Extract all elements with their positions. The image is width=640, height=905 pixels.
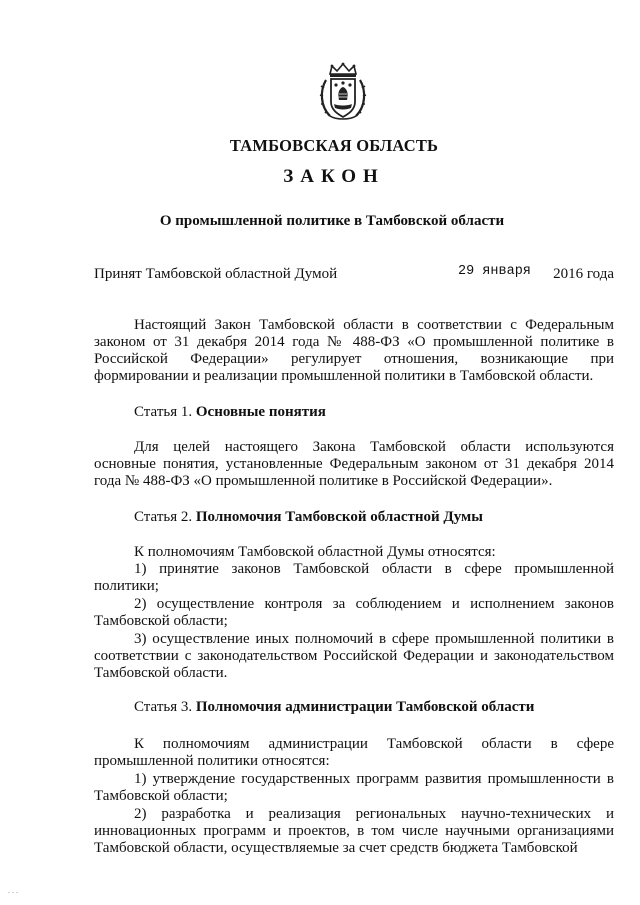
adoption-line	[94, 266, 614, 286]
article-paragraph: 1) утверждение государственных программ развития промышленности в Тамбовской области;	[94, 771, 614, 804]
article-paragraph: 2) разработка и реализация региональных научно-технических и инновационных программ и проектов, в том числе научными организациями Тамбовской области, осуществляемые за счет средств бюджета Тамбовской	[94, 806, 614, 856]
article-title: Полномочия администрации Тамбовской области	[195, 699, 535, 715]
article-title: Основные понятия	[195, 404, 326, 420]
adoption-date: 29 января	[458, 264, 531, 279]
article-paragraph: 3) осуществление иных полномочий в сфере промышленной политики в соответствии с законодательством Российской Федерации и законодательством Тамбовской области.	[94, 631, 614, 681]
article-paragraph: К полномочиям администрации Тамбовской области в сфере промышленной политики относятся:	[94, 736, 614, 769]
adoption-year: 2016 года	[553, 266, 614, 282]
adoption-label: Принят Тамбовской областной Думой	[94, 266, 338, 282]
article-title: Полномочия Тамбовской областной Думы	[195, 509, 483, 525]
preamble-paragraph: Настоящий Закон Тамбовской области в соответствии с Федеральным законом от 31 декабря 2014 года № 488-ФЗ «О промышленной политике в Российской Федерации» регулирует отношения, возникающие при формировании и реализации промышленной политики в Тамбовской области.	[94, 317, 614, 384]
region-name: ТАМБОВСКАЯ ОБЛАСТЬ	[229, 136, 439, 155]
article-number: Статья 3.	[134, 699, 193, 715]
article-number: Статья 1.	[134, 404, 193, 420]
article-paragraph: К полномочиям Тамбовской областной Думы относятся:	[134, 544, 496, 560]
law-title: О промышленной политике в Тамбовской области	[159, 213, 505, 229]
article-paragraph: 1) принятие законов Тамбовской области в сфере промышленной политики;	[94, 561, 614, 594]
margin-marks: . . .	[8, 886, 18, 895]
document-type: ЗАКОН	[283, 166, 385, 187]
article-heading	[134, 404, 326, 421]
tambov-coat-of-arms	[318, 62, 368, 122]
article-heading	[134, 699, 534, 716]
article-paragraph: 2) осуществление контроля за соблюдением и исполнением законов Тамбовской области;	[94, 596, 614, 629]
article-paragraph: Для целей настоящего Закона Тамбовской области используются основные понятия, установленные Федеральным законом от 31 декабря 2014 года № 488-ФЗ «О промышленной политике в Российской Федерации».	[94, 439, 614, 489]
article-number: Статья 2.	[134, 509, 193, 525]
article-heading	[134, 509, 483, 526]
